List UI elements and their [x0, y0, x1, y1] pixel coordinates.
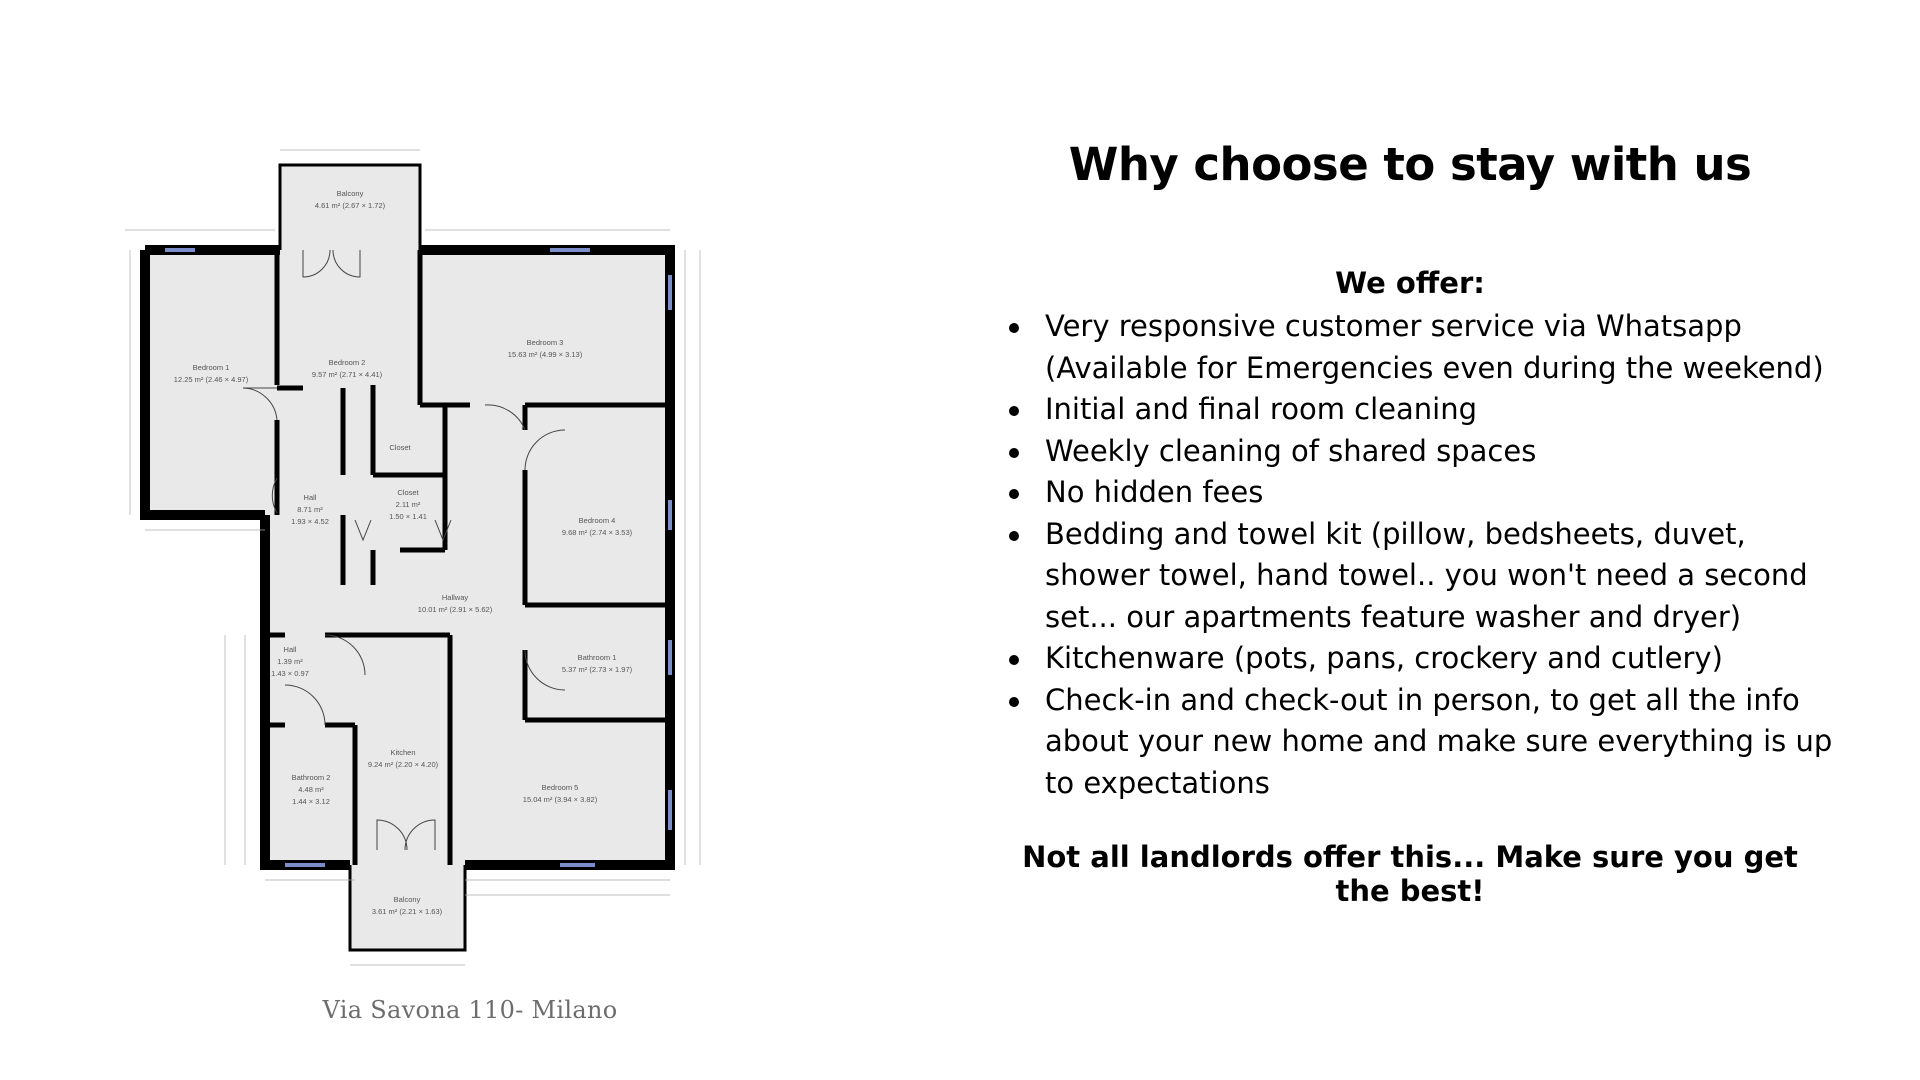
kitchen-name: Kitchen [390, 748, 416, 757]
list-item: Initial and final room cleaning [1004, 389, 1854, 431]
list-item: Check-in and check-out in person, to get all the info about your new home and make sure everything is up to expectations [1004, 680, 1854, 805]
hall1-name: Hall [303, 493, 317, 502]
bedroom1-name: Bedroom 1 [192, 363, 230, 372]
list-item: Very responsive customer service via Whatsapp (Available for Emergencies even during the weekend) [1004, 306, 1854, 389]
closet2-area: 2.11 m² [395, 500, 421, 509]
bathroom2-name: Bathroom 2 [291, 773, 331, 782]
hall2-size: 1.43 × 0.97 [271, 669, 309, 678]
hall2-name: Hall [283, 645, 297, 654]
balcony-top-name: Balcony [336, 189, 364, 198]
page-title: Why choose to stay with us [1068, 138, 1752, 191]
hallway-name: Hallway [441, 593, 469, 602]
list-item: Bedding and towel kit (pillow, bedsheets, duvet, shower towel, hand towel.. you won't need a second set... our apartments feature washer and dryer) [1004, 514, 1854, 639]
balcony-bottom-name: Balcony [393, 895, 421, 904]
list-item: No hidden fees [1004, 472, 1854, 514]
closet-small-name: Closet [389, 443, 411, 452]
floor-plan-area [125, 130, 725, 990]
bedroom1-area: 12.25 m² (2.46 × 4.97) [173, 375, 249, 384]
bedroom2-area: 9.57 m² (2.71 × 4.41) [311, 370, 383, 379]
bedroom4-area: 9.68 m² (2.74 × 3.53) [561, 528, 633, 537]
bedroom2-name: Bedroom 2 [328, 358, 366, 367]
offer-list [1004, 306, 1854, 804]
floor-plan [125, 130, 725, 990]
hallway-area: 10.01 m² (2.91 × 5.62) [417, 605, 493, 614]
bathroom1-area: 5.37 m² (2.73 × 1.97) [561, 665, 633, 674]
offer-heading: We offer: [1335, 266, 1485, 300]
address-caption: Via Savona 110- Milano [322, 996, 618, 1024]
bedroom3-name: Bedroom 3 [526, 338, 564, 347]
hall2-area: 1.39 m² [277, 657, 303, 666]
closing-statement: Not all landlords offer this... Make sure you get the best! [1022, 840, 1798, 908]
bathroom1-name: Bathroom 1 [577, 653, 617, 662]
balcony-top-area: 4.61 m² (2.67 × 1.72) [314, 201, 386, 210]
bedroom5-area: 15.04 m² (3.94 × 3.82) [522, 795, 598, 804]
floor-fill [145, 165, 670, 950]
balcony-bottom-area: 3.61 m² (2.21 × 1.63) [371, 907, 443, 916]
list-item: Weekly cleaning of shared spaces [1004, 431, 1854, 473]
closet2-name: Closet [397, 488, 419, 497]
bedroom4-name: Bedroom 4 [578, 516, 616, 525]
closet2-size: 1.50 × 1.41 [389, 512, 427, 521]
bathroom2-size: 1.44 × 3.12 [292, 797, 330, 806]
kitchen-area: 9.24 m² (2.20 × 4.20) [367, 760, 439, 769]
list-item: Kitchenware (pots, pans, crockery and cutlery) [1004, 638, 1854, 680]
bathroom2-area: 4.48 m² [298, 785, 324, 794]
hall1-area: 8.71 m² [297, 505, 323, 514]
bedroom3-area: 15.63 m² (4.99 × 3.13) [507, 350, 583, 359]
hall1-size: 1.93 × 4.52 [291, 517, 329, 526]
bedroom5-name: Bedroom 5 [541, 783, 579, 792]
